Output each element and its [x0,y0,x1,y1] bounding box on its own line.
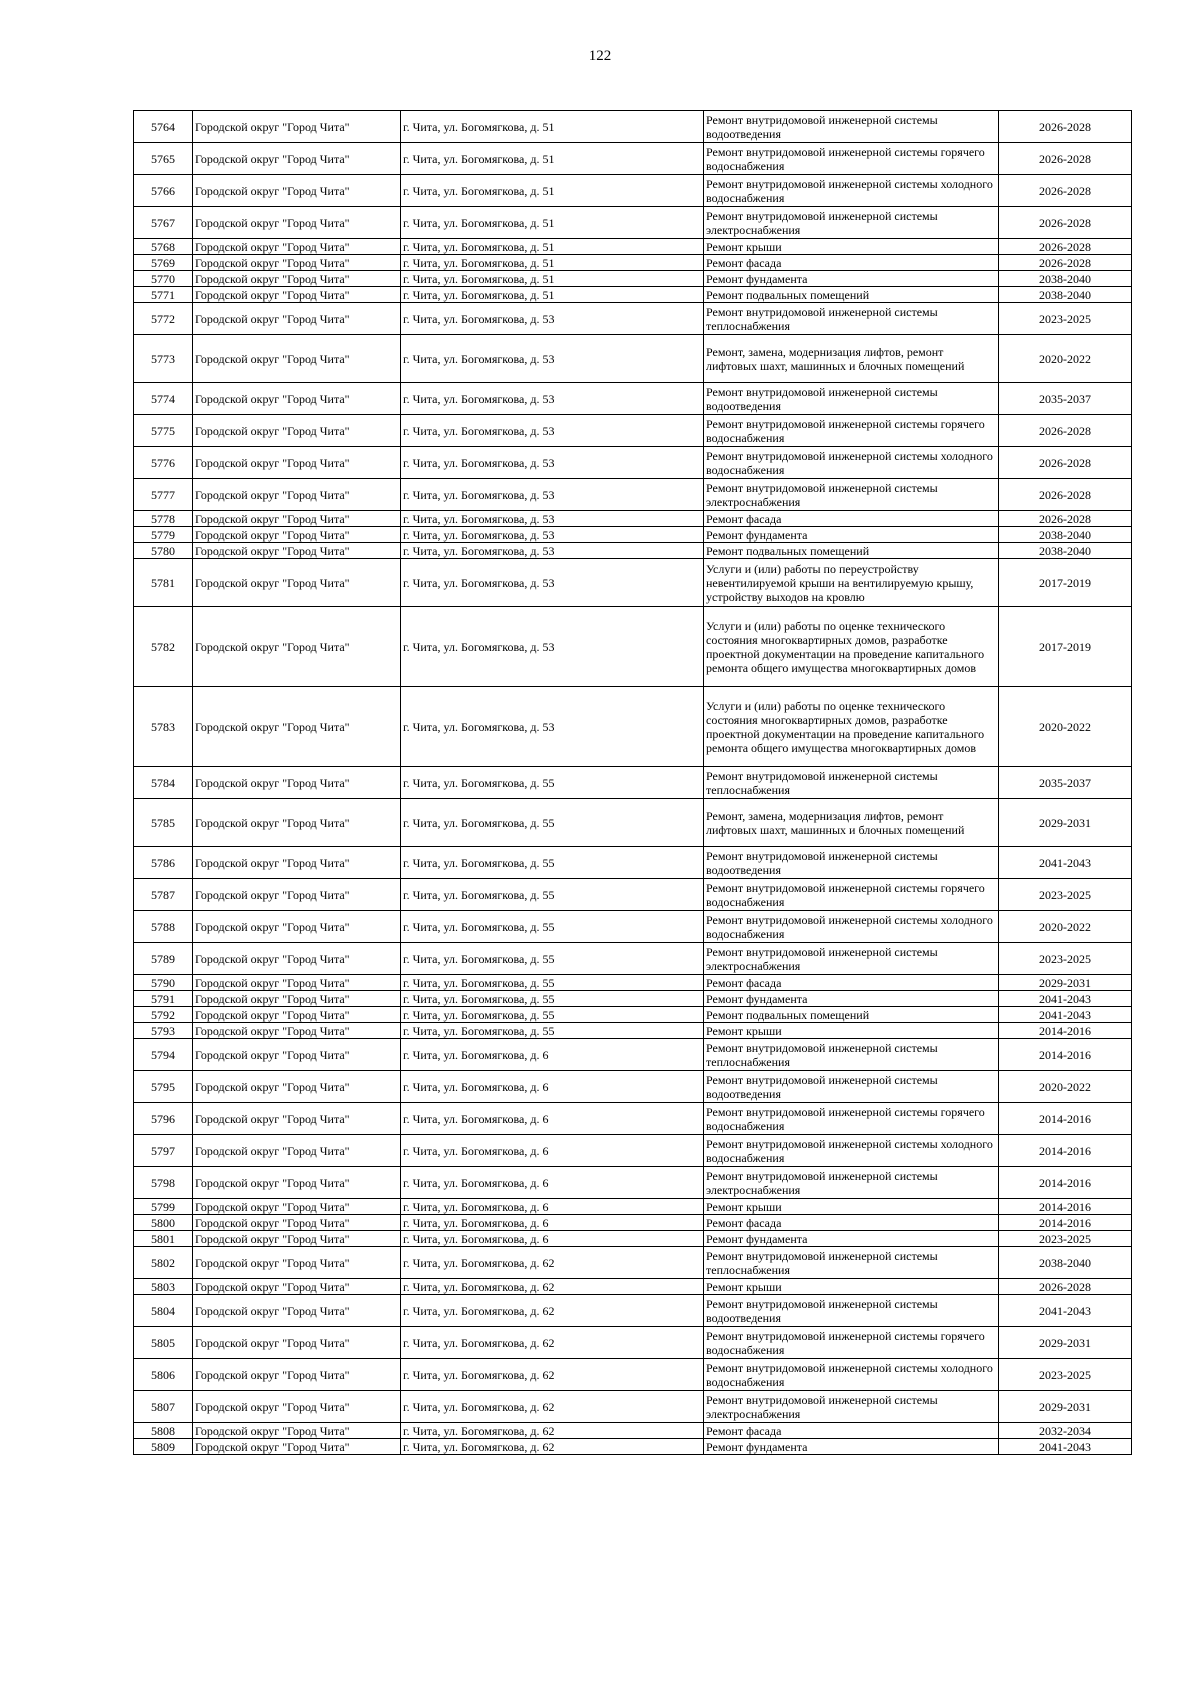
row-number: 5785 [134,799,193,847]
district-cell: Городской округ "Город Чита" [193,943,401,975]
row-number: 5808 [134,1423,193,1439]
work-type-cell: Ремонт, замена, модернизация лифтов, ремонт лифтовых шахт, машинных и блочных помещений [704,799,999,847]
period-cell: 2014-2016 [999,1135,1132,1167]
address-cell: г. Чита, ул. Богомягкова, д. 53 [401,687,704,767]
work-type-cell: Ремонт внутридомовой инженерной системы электроснабжения [704,943,999,975]
table-row [134,239,1132,255]
period-cell: 2014-2016 [999,1039,1132,1071]
period-cell: 2041-2043 [999,1439,1132,1455]
district-cell: Городской округ "Город Чита" [193,559,401,607]
row-number: 5766 [134,175,193,207]
address-cell: г. Чита, ул. Богомягкова, д. 62 [401,1295,704,1327]
district-cell: Городской округ "Город Чита" [193,527,401,543]
work-type-cell: Ремонт фундамента [704,1231,999,1247]
work-type-cell: Ремонт внутридомовой инженерной системы электроснабжения [704,1167,999,1199]
work-type-cell: Ремонт фасада [704,255,999,271]
district-cell: Городской округ "Город Чита" [193,767,401,799]
work-type-cell: Ремонт фундамента [704,271,999,287]
address-cell: г. Чита, ул. Богомягкова, д. 51 [401,111,704,143]
address-cell: г. Чита, ул. Богомягкова, д. 6 [401,1167,704,1199]
address-cell: г. Чита, ул. Богомягкова, д. 55 [401,879,704,911]
work-type-cell: Ремонт крыши [704,239,999,255]
row-number: 5807 [134,1391,193,1423]
row-number: 5779 [134,527,193,543]
address-cell: г. Чита, ул. Богомягкова, д. 53 [401,479,704,511]
row-number: 5778 [134,511,193,527]
work-type-cell: Ремонт, замена, модернизация лифтов, ремонт лифтовых шахт, машинных и блочных помещений [704,335,999,383]
district-cell: Городской округ "Город Чита" [193,799,401,847]
district-cell: Городской округ "Город Чита" [193,271,401,287]
period-cell: 2023-2025 [999,943,1132,975]
table-row [134,479,1132,511]
table-row [134,1023,1132,1039]
row-number: 5800 [134,1215,193,1231]
work-type-cell: Ремонт внутридомовой инженерной системы теплоснабжения [704,1247,999,1279]
work-type-cell: Ремонт внутридомовой инженерной системы холодного водоснабжения [704,1359,999,1391]
table-row [134,1279,1132,1295]
work-type-cell: Ремонт внутридомовой инженерной системы теплоснабжения [704,1039,999,1071]
district-cell: Городской округ "Город Чита" [193,1231,401,1247]
row-number: 5788 [134,911,193,943]
row-number: 5798 [134,1167,193,1199]
address-cell: г. Чита, ул. Богомягкова, д. 51 [401,207,704,239]
period-cell: 2014-2016 [999,1023,1132,1039]
work-type-cell: Ремонт внутридомовой инженерной системы электроснабжения [704,1391,999,1423]
work-type-cell: Ремонт внутридомовой инженерной системы холодного водоснабжения [704,911,999,943]
period-cell: 2026-2028 [999,207,1132,239]
table-row [134,607,1132,687]
district-cell: Городской округ "Город Чита" [193,1359,401,1391]
row-number: 5806 [134,1359,193,1391]
address-cell: г. Чита, ул. Богомягкова, д. 6 [401,1199,704,1215]
district-cell: Городской округ "Город Чита" [193,255,401,271]
row-number: 5805 [134,1327,193,1359]
period-cell: 2038-2040 [999,527,1132,543]
row-number: 5773 [134,335,193,383]
period-cell: 2026-2028 [999,239,1132,255]
table-row [134,511,1132,527]
district-cell: Городской округ "Город Чита" [193,447,401,479]
row-number: 5784 [134,767,193,799]
period-cell: 2020-2022 [999,1071,1132,1103]
period-cell: 2023-2025 [999,1231,1132,1247]
table-row [134,255,1132,271]
table-row [134,975,1132,991]
table-row [134,1439,1132,1455]
period-cell: 2026-2028 [999,479,1132,511]
address-cell: г. Чита, ул. Богомягкова, д. 53 [401,527,704,543]
table-row [134,1295,1132,1327]
table-row [134,287,1132,303]
work-type-cell: Ремонт внутридомовой инженерной системы теплоснабжения [704,767,999,799]
work-type-cell: Ремонт крыши [704,1199,999,1215]
table-row [134,879,1132,911]
work-type-cell: Ремонт внутридомовой инженерной системы горячего водоснабжения [704,879,999,911]
work-type-cell: Ремонт внутридомовой инженерной системы водоотведения [704,1295,999,1327]
row-number: 5795 [134,1071,193,1103]
district-cell: Городской округ "Город Чита" [193,1327,401,1359]
address-cell: г. Чита, ул. Богомягкова, д. 55 [401,911,704,943]
period-cell: 2014-2016 [999,1167,1132,1199]
district-cell: Городской округ "Город Чита" [193,1039,401,1071]
period-cell: 2041-2043 [999,847,1132,879]
row-number: 5780 [134,543,193,559]
work-type-cell: Ремонт подвальных помещений [704,543,999,559]
table-row [134,991,1132,1007]
row-number: 5801 [134,1231,193,1247]
row-number: 5774 [134,383,193,415]
district-cell: Городской округ "Город Чита" [193,847,401,879]
period-cell: 2038-2040 [999,287,1132,303]
address-cell: г. Чита, ул. Богомягкова, д. 53 [401,335,704,383]
address-cell: г. Чита, ул. Богомягкова, д. 53 [401,383,704,415]
table-row [134,271,1132,287]
district-cell: Городской округ "Город Чита" [193,143,401,175]
page-number: 122 [588,48,612,64]
work-type-cell: Ремонт фундамента [704,991,999,1007]
table-row [134,1199,1132,1215]
work-type-cell: Ремонт внутридомовой инженерной системы холодного водоснабжения [704,175,999,207]
row-number: 5796 [134,1103,193,1135]
table-row [134,335,1132,383]
period-cell: 2026-2028 [999,511,1132,527]
work-type-cell: Ремонт фундамента [704,527,999,543]
work-type-cell: Ремонт внутридомовой инженерной системы водоотведения [704,111,999,143]
table-row [134,943,1132,975]
address-cell: г. Чита, ул. Богомягкова, д. 55 [401,767,704,799]
period-cell: 2038-2040 [999,1247,1132,1279]
address-cell: г. Чита, ул. Богомягкова, д. 62 [401,1359,704,1391]
work-type-cell: Ремонт внутридомовой инженерной системы водоотведения [704,847,999,879]
address-cell: г. Чита, ул. Богомягкова, д. 6 [401,1215,704,1231]
address-cell: г. Чита, ул. Богомягкова, д. 62 [401,1439,704,1455]
period-cell: 2026-2028 [999,143,1132,175]
address-cell: г. Чита, ул. Богомягкова, д. 55 [401,1007,704,1023]
district-cell: Городской округ "Город Чита" [193,415,401,447]
address-cell: г. Чита, ул. Богомягкова, д. 51 [401,175,704,207]
district-cell: Городской округ "Город Чита" [193,1167,401,1199]
work-type-cell: Ремонт внутридомовой инженерной системы электроснабжения [704,479,999,511]
work-type-cell: Ремонт фасада [704,1215,999,1231]
work-type-cell: Ремонт внутридомовой инженерной системы горячего водоснабжения [704,1103,999,1135]
work-type-cell: Ремонт внутридомовой инженерной системы горячего водоснабжения [704,1327,999,1359]
table-row [134,1359,1132,1391]
table-row [134,559,1132,607]
district-cell: Городской округ "Город Чита" [193,1103,401,1135]
work-type-cell: Ремонт внутридомовой инженерной системы водоотведения [704,1071,999,1103]
work-type-cell: Ремонт фасада [704,511,999,527]
row-number: 5799 [134,1199,193,1215]
address-cell: г. Чита, ул. Богомягкова, д. 51 [401,271,704,287]
period-cell: 2017-2019 [999,559,1132,607]
district-cell: Городской округ "Город Чита" [193,1023,401,1039]
work-type-cell: Ремонт внутридомовой инженерной системы горячего водоснабжения [704,415,999,447]
address-cell: г. Чита, ул. Богомягкова, д. 62 [401,1423,704,1439]
district-cell: Городской округ "Город Чита" [193,1391,401,1423]
address-cell: г. Чита, ул. Богомягкова, д. 55 [401,943,704,975]
table-row [134,543,1132,559]
row-number: 5803 [134,1279,193,1295]
table-row [134,175,1132,207]
row-number: 5802 [134,1247,193,1279]
district-cell: Городской округ "Город Чита" [193,511,401,527]
row-number: 5794 [134,1039,193,1071]
district-cell: Городской округ "Город Чита" [193,335,401,383]
row-number: 5783 [134,687,193,767]
district-cell: Городской округ "Город Чита" [193,1071,401,1103]
district-cell: Городской округ "Город Чита" [193,975,401,991]
address-cell: г. Чита, ул. Богомягкова, д. 53 [401,415,704,447]
address-cell: г. Чита, ул. Богомягкова, д. 6 [401,1039,704,1071]
district-cell: Городской округ "Город Чита" [193,287,401,303]
table-row [134,1231,1132,1247]
table-row [134,1423,1132,1439]
work-type-cell: Ремонт внутридомовой инженерной системы холодного водоснабжения [704,1135,999,1167]
period-cell: 2038-2040 [999,543,1132,559]
row-number: 5776 [134,447,193,479]
row-number: 5768 [134,239,193,255]
row-number: 5809 [134,1439,193,1455]
district-cell: Городской округ "Город Чита" [193,1295,401,1327]
work-type-cell: Ремонт внутридомовой инженерной системы водоотведения [704,383,999,415]
district-cell: Городской округ "Город Чита" [193,1423,401,1439]
row-number: 5777 [134,479,193,511]
address-cell: г. Чита, ул. Богомягкова, д. 53 [401,543,704,559]
table-row [134,143,1132,175]
row-number: 5770 [134,271,193,287]
table-row [134,911,1132,943]
address-cell: г. Чита, ул. Богомягкова, д. 53 [401,607,704,687]
district-cell: Городской округ "Город Чита" [193,1199,401,1215]
district-cell: Городской округ "Город Чита" [193,543,401,559]
address-cell: г. Чита, ул. Богомягкова, д. 62 [401,1391,704,1423]
period-cell: 2029-2031 [999,1391,1132,1423]
district-cell: Городской округ "Город Чита" [193,1439,401,1455]
table-row [134,1103,1132,1135]
address-cell: г. Чита, ул. Богомягкова, д. 55 [401,1023,704,1039]
work-type-cell: Ремонт внутридомовой инженерной системы теплоснабжения [704,303,999,335]
period-cell: 2032-2034 [999,1423,1132,1439]
work-type-cell: Ремонт внутридомовой инженерной системы холодного водоснабжения [704,447,999,479]
address-cell: г. Чита, ул. Богомягкова, д. 6 [401,1071,704,1103]
table-row [134,1167,1132,1199]
address-cell: г. Чита, ул. Богомягкова, д. 53 [401,511,704,527]
work-type-cell: Услуги и (или) работы по переустройству невентилируемой крыши на вентилируемую крышу, устройству выходов на кровлю [704,559,999,607]
address-cell: г. Чита, ул. Богомягкова, д. 6 [401,1103,704,1135]
period-cell: 2014-2016 [999,1215,1132,1231]
period-cell: 2020-2022 [999,911,1132,943]
address-cell: г. Чита, ул. Богомягкова, д. 62 [401,1247,704,1279]
row-number: 5781 [134,559,193,607]
row-number: 5786 [134,847,193,879]
row-number: 5782 [134,607,193,687]
district-cell: Городской округ "Город Чита" [193,911,401,943]
work-type-cell: Ремонт крыши [704,1279,999,1295]
row-number: 5775 [134,415,193,447]
table-row [134,383,1132,415]
period-cell: 2023-2025 [999,879,1132,911]
row-number: 5791 [134,991,193,1007]
table-row [134,447,1132,479]
address-cell: г. Чита, ул. Богомягкова, д. 62 [401,1279,704,1295]
period-cell: 2020-2022 [999,687,1132,767]
work-type-cell: Ремонт внутридомовой инженерной системы горячего водоснабжения [704,143,999,175]
row-number: 5789 [134,943,193,975]
address-cell: г. Чита, ул. Богомягкова, д. 55 [401,975,704,991]
district-cell: Городской округ "Город Чита" [193,991,401,1007]
period-cell: 2026-2028 [999,447,1132,479]
row-number: 5797 [134,1135,193,1167]
address-cell: г. Чита, ул. Богомягкова, д. 53 [401,447,704,479]
address-cell: г. Чита, ул. Богомягкова, д. 55 [401,847,704,879]
address-cell: г. Чита, ул. Богомягкова, д. 51 [401,255,704,271]
table-row [134,1215,1132,1231]
address-cell: г. Чита, ул. Богомягкова, д. 62 [401,1327,704,1359]
row-number: 5769 [134,255,193,271]
district-cell: Городской округ "Город Чита" [193,383,401,415]
work-type-cell: Ремонт фасада [704,1423,999,1439]
period-cell: 2026-2028 [999,175,1132,207]
work-type-cell: Услуги и (или) работы по оценке технического состояния многоквартирных домов, разработке проектной документации на проведение капитального ремонта общего имущества многоквартирных домов [704,687,999,767]
table-row [134,1007,1132,1023]
work-type-cell: Ремонт внутридомовой инженерной системы электроснабжения [704,207,999,239]
district-cell: Городской округ "Город Чита" [193,207,401,239]
table-row [134,1327,1132,1359]
row-number: 5764 [134,111,193,143]
address-cell: г. Чита, ул. Богомягкова, д. 51 [401,143,704,175]
period-cell: 2014-2016 [999,1199,1132,1215]
district-cell: Городской округ "Город Чита" [193,1135,401,1167]
table-row [134,799,1132,847]
table-row [134,1039,1132,1071]
table-row [134,687,1132,767]
row-number: 5772 [134,303,193,335]
period-cell: 2020-2022 [999,335,1132,383]
period-cell: 2029-2031 [999,975,1132,991]
table-row [134,527,1132,543]
row-number: 5765 [134,143,193,175]
work-type-cell: Ремонт подвальных помещений [704,287,999,303]
period-cell: 2026-2028 [999,111,1132,143]
period-cell: 2026-2028 [999,1279,1132,1295]
work-type-cell: Услуги и (или) работы по оценке технического состояния многоквартирных домов, разработке проектной документации на проведение капитального ремонта общего имущества многоквартирных домов [704,607,999,687]
period-cell: 2035-2037 [999,767,1132,799]
row-number: 5804 [134,1295,193,1327]
table-row [134,847,1132,879]
period-cell: 2023-2025 [999,303,1132,335]
address-cell: г. Чита, ул. Богомягкова, д. 55 [401,991,704,1007]
district-cell: Городской округ "Город Чита" [193,175,401,207]
work-type-cell: Ремонт подвальных помещений [704,1007,999,1023]
district-cell: Городской округ "Город Чита" [193,111,401,143]
period-cell: 2038-2040 [999,271,1132,287]
table-row [134,767,1132,799]
row-number: 5767 [134,207,193,239]
address-cell: г. Чита, ул. Богомягкова, д. 51 [401,287,704,303]
address-cell: г. Чита, ул. Богомягкова, д. 53 [401,303,704,335]
period-cell: 2029-2031 [999,1327,1132,1359]
district-cell: Городской округ "Город Чита" [193,607,401,687]
period-cell: 2035-2037 [999,383,1132,415]
work-type-cell: Ремонт фасада [704,975,999,991]
period-cell: 2029-2031 [999,799,1132,847]
district-cell: Городской округ "Город Чита" [193,239,401,255]
table-row [134,1071,1132,1103]
table-row [134,207,1132,239]
repair-schedule-table [133,110,1132,1455]
address-cell: г. Чита, ул. Богомягкова, д. 6 [401,1231,704,1247]
table-row [134,303,1132,335]
period-cell: 2026-2028 [999,415,1132,447]
table-row [134,1247,1132,1279]
address-cell: г. Чита, ул. Богомягкова, д. 53 [401,559,704,607]
row-number: 5793 [134,1023,193,1039]
table-row [134,1135,1132,1167]
period-cell: 2041-2043 [999,1007,1132,1023]
period-cell: 2023-2025 [999,1359,1132,1391]
period-cell: 2041-2043 [999,1295,1132,1327]
district-cell: Городской округ "Город Чита" [193,1215,401,1231]
district-cell: Городской округ "Город Чита" [193,1007,401,1023]
period-cell: 2017-2019 [999,607,1132,687]
district-cell: Городской округ "Город Чита" [193,303,401,335]
work-type-cell: Ремонт крыши [704,1023,999,1039]
table-row [134,111,1132,143]
work-type-cell: Ремонт фундамента [704,1439,999,1455]
address-cell: г. Чита, ул. Богомягкова, д. 6 [401,1135,704,1167]
district-cell: Городской округ "Город Чита" [193,1247,401,1279]
district-cell: Городской округ "Город Чита" [193,687,401,767]
district-cell: Городской округ "Город Чита" [193,1279,401,1295]
table-row [134,1391,1132,1423]
period-cell: 2014-2016 [999,1103,1132,1135]
address-cell: г. Чита, ул. Богомягкова, д. 51 [401,239,704,255]
row-number: 5771 [134,287,193,303]
period-cell: 2026-2028 [999,255,1132,271]
row-number: 5787 [134,879,193,911]
district-cell: Городской округ "Город Чита" [193,879,401,911]
address-cell: г. Чита, ул. Богомягкова, д. 55 [401,799,704,847]
row-number: 5790 [134,975,193,991]
table-body [134,111,1132,1455]
district-cell: Городской округ "Город Чита" [193,479,401,511]
period-cell: 2041-2043 [999,991,1132,1007]
table-row [134,415,1132,447]
row-number: 5792 [134,1007,193,1023]
